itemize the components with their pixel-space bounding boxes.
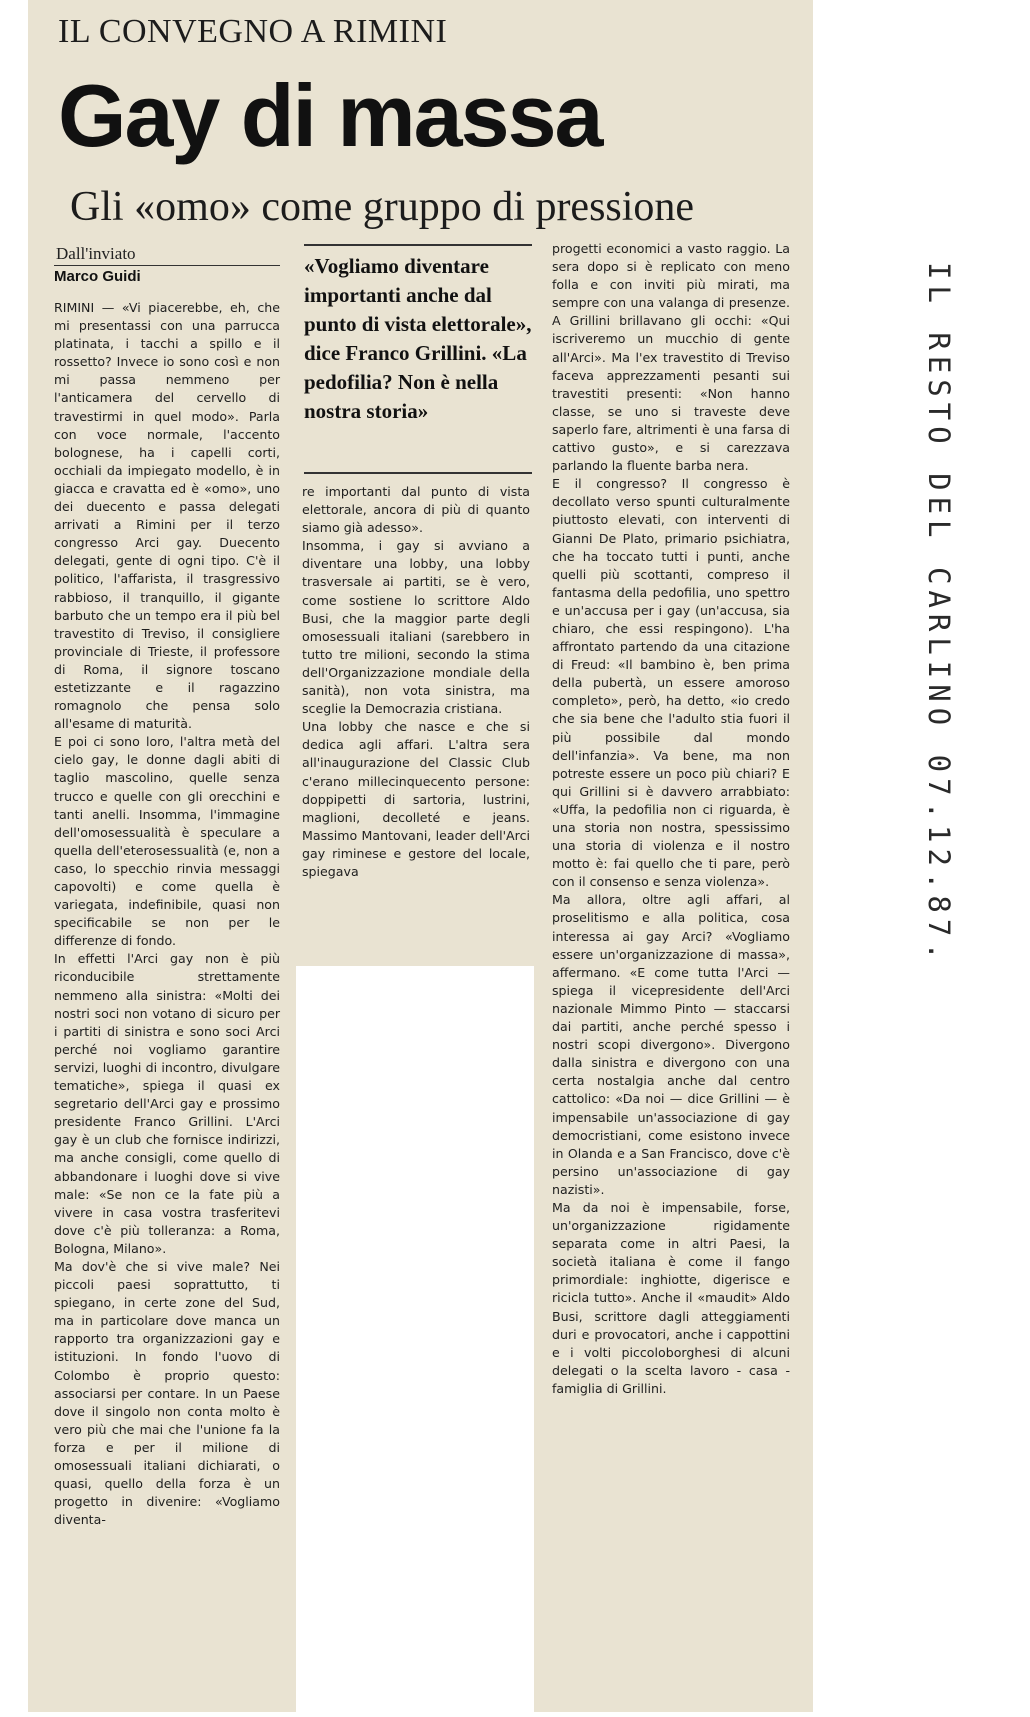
article-column-3 [552,240,790,1398]
pullquote-rule-top [304,244,532,246]
paragraph: Insomma, i gay si avviano a diventare una lobby, una lobby trasversale ai partiti, se è vero, come sostiene lo scrittore Aldo Busi, che la maggior parte degli omosessuali italiani (sarebbero in tutto tre milioni, secondo la stima dell'Organizzazione mondiale della sanità), non vota sinistra, ma sceglie la Democrazia cristiana. [302,538,530,717]
blank-area [296,966,534,1712]
byline-author: Marco Guidi [54,268,141,285]
paragraph: Ma allora, oltre agli affari, al proselitismo e alla politica, cosa interessa ai gay Arci? «Vogliamo essere un'organizzazione di massa», affermano. «E come tutta l'Arci — spiega il vicepresidente dell'Arci nazionale Mimmo Pinto — staccarsi dai partiti, anche perché spesso i nostri scopi divergono». Divergono dalla sinistra e divergono con una certa nostalgia anche dal centro cattolico: «Da noi — dice Grillini — è impensabile un'associazione di gay democristiani, come esistono invece in Olanda e a San Francisco, dove c'è persino un'associazione di gay nazisti». [552,892,790,1197]
paragraph: Ma da noi è impensabile, forse, un'organizzazione rigidamente separata come in altri Paesi, la società italiana è come il fango primordiale: inghiotte, digerisce e ricicla tutto». Anche il «maudit» Aldo Busi, scrittore dagli atteggiamenti duri e provocatori, anche i cappottini e i volti piccoloborghesi di alcuni delegati o la scelta lavoro - casa - famiglia di Grillini. [552,1199,790,1396]
pullquote: «Vogliamo diventare importanti anche dal punto di vista elettorale», dice Franco Grillini. «La pedofilia? Non è nella nostra storia» [304,254,532,423]
paragraph: E poi ci sono loro, l'altra metà del cielo gay, le donne dagli abiti di taglio mascolino, quelle senza trucco e quelle con gli orecchini e tanti anelli. Insomma, l'immagine dell'omosessualità è speculare a quella dell'eterosessualità (e, non a caso, lo specchio rinvia messaggi capovolti) e come quella è variegata, indefinibile, quasi non specificabile se non per le differenze di fondo. [54,734,280,949]
paragraph: RIMINI — «Vi piacerebbe, eh, che mi presentassi con una parrucca platinata, i tacchi a spillo e il rossetto? Invece io sono così e non mi passa nemmeno per l'anticamera del cervello di travestirmi in quel modo». Parla con voce normale, l'accento bolognese, ha i capelli corti, occhiali da impiegato modello, è in giacca e cravatta ed è «omo», uno dei duecento e passa delegati arrivati a Rimini per il terzo congresso Arci gay. Duecento delegati, gente di ogni tipo. C'è il politico, l'affarista, il trasgressivo rabbioso, il tranquillo, il gigante barbuto che un tempo era il più bel travestito di Treviso, il consigliere provinciale di Trieste, il professore di Roma, il signore toscano estetizzante e il ragazzino romagnolo che pensa solo all'esame di maturità. [54,300,280,732]
kicker: IL CONVEGNO A RIMINI [58,13,448,50]
article-column-1 [54,299,280,1529]
paragraph: Ma dov'è che si vive male? Nei piccoli paesi soprattutto, ti spiegano, in certe zone del Sud, ma in particolare dove manca un rapporto tra organizzazioni gay e istituzioni. In fondo l'uovo di Colombo è proprio questo: associarsi per contare. In un Paese dove il singolo non conta molto è vero più che mai che l'unione fa la forza e per il milione di omosessuali italiani dichiarati, o quasi, quello della forza è un progetto in divenire: «Vogliamo diventa- [54,1258,280,1528]
paragraph: In effetti l'Arci gay non è più riconducibile strettamente nemmeno alla sinistra: «Molti dei nostri soci non votano di sicuro per i partiti di sinistra e sono soci Arci perché noi vogliamo garantire servizi, luoghi di incontro, divulgare tematiche», spiega il quasi ex segretario dell'Arci gay e prossimo presidente Franco Grillini. L'Arci gay è un club che fornisce indirizzi, ma anche consigli, come quello di abbandonare i luoghi dove si vive male: «Se non ce la fate più a vivere in casa vostra trasferitevi dove c'è più tolleranza: a Roma, Bologna, Milano». [54,951,280,1256]
byline-rule [54,265,280,266]
subheadline: Gli «omo» come gruppo di pressione [70,184,695,230]
dateline: Dall'inviato [56,244,136,263]
headline: Gay di massa [58,66,602,165]
article-column-2 [302,483,530,881]
handwritten-source-note: IL RESTO DEL CARLINO 07.12.87. [922,262,956,966]
pullquote-rule-bottom [304,472,532,474]
paragraph: E il congresso? Il congresso è decollato verso spunti culturalmente piuttosto elevati, con interventi di Gianni De Plato, primario psichiatra, che ha toccato tutti i punti, anche quelli più scottanti, compreso il fantasma della pedofilia, uno spettro e un'accusa per i gay (un'accusa, sia chiaro, che essi respingono). L'ha affrontato partendo da una citazione di Freud: «Il bambino è, ben prima della pubertà, un essere amoroso completo», però, ha detto, «io credo che sia bene che l'adulto stia fuori il più possibile dal mondo dell'infanzia». Va bene, ma non potreste essere un poco più chiari? E qui Grillini si è davvero arrabbiato: «Uffa, la pedofilia non ci riguarda, è una storia non nostra, spessissimo una storia di violenza e il nostro motto è: fai quello che ti pare, però con il consenso e senza violenza». [552,476,790,890]
paragraph: progetti economici a vasto raggio. La sera dopo si è replicato con meno folla e con inviti più mirati, ma sempre con una valanga di presenze. A Grillini brillavano gli occhi: «Qui iscriveremo un mucchio di gente all'Arci». Ma l'ex travestito di Treviso faceva apprezzamenti pesanti sui travestiti presenti: «Non hanno classe, se uno si traveste deve saperlo fare, altrimenti è una farsa di cattivo gusto», e si carezzava parlando la fluente barba nera. [552,241,790,474]
paragraph: re importanti dal punto di vista elettorale, ancora di più di quanto siamo già adesso». [302,484,530,536]
paragraph: Una lobby che nasce e che si dedica agli affari. L'altra sera all'inaugurazione del Classic Club c'erano millecinquecento persone: doppipetti di sartoria, lustrini, maglioni, decolleté e jeans. Massimo Mantovani, leader dell'Arci gay riminese e gestore del locale, spiegava [302,719,530,879]
